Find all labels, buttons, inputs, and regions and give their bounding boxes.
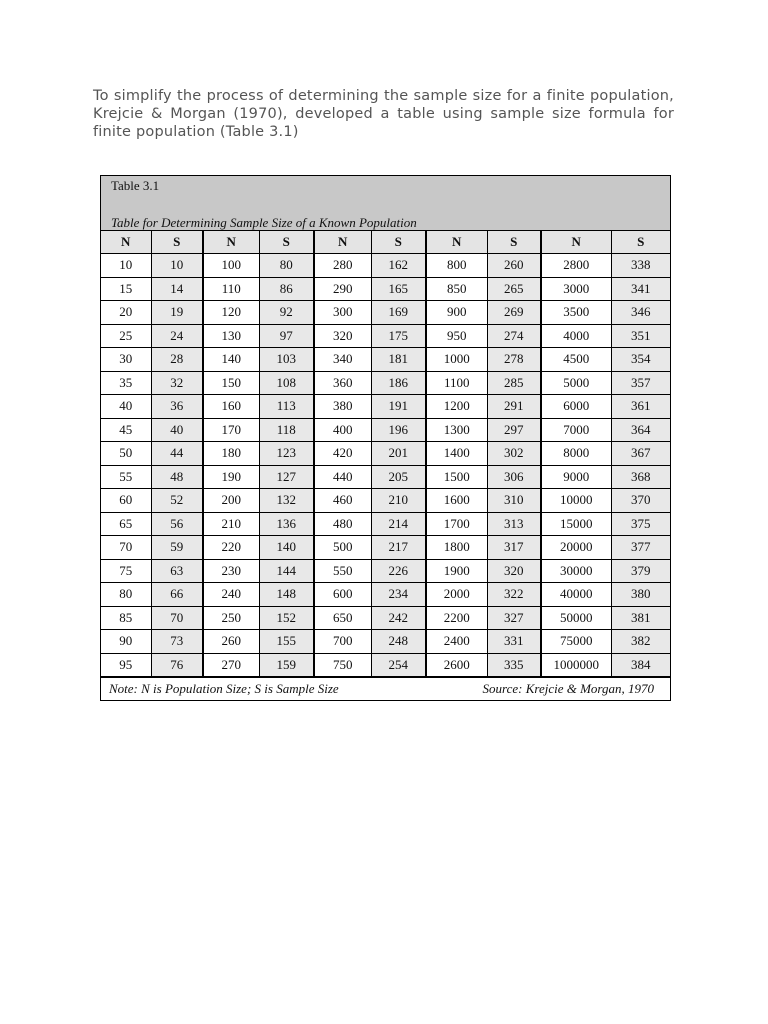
- population-cell: 20000: [541, 536, 611, 560]
- sample-cell: 159: [259, 653, 314, 677]
- table-row: [101, 653, 670, 677]
- population-cell: 160: [203, 395, 259, 419]
- population-cell: 3500: [541, 301, 611, 325]
- population-cell: 440: [314, 465, 371, 489]
- table-row: [101, 536, 670, 560]
- sample-cell: 196: [371, 418, 426, 442]
- sample-cell: 274: [487, 324, 541, 348]
- sample-cell: 52: [151, 489, 203, 513]
- population-cell: 360: [314, 371, 371, 395]
- sample-cell: 269: [487, 301, 541, 325]
- sample-cell: 335: [487, 653, 541, 677]
- sample-cell: 48: [151, 465, 203, 489]
- population-cell: 1800: [426, 536, 487, 560]
- population-cell: 250: [203, 606, 259, 630]
- table-row: [101, 418, 670, 442]
- sample-cell: 351: [611, 324, 670, 348]
- sample-cell: 181: [371, 348, 426, 372]
- sample-cell: 367: [611, 442, 670, 466]
- population-cell: 210: [203, 512, 259, 536]
- population-cell: 380: [314, 395, 371, 419]
- population-cell: 70: [101, 536, 151, 560]
- sample-cell: 148: [259, 583, 314, 607]
- population-cell: 30: [101, 348, 151, 372]
- population-cell: 1600: [426, 489, 487, 513]
- population-cell: 7000: [541, 418, 611, 442]
- sample-cell: 136: [259, 512, 314, 536]
- sample-cell: 28: [151, 348, 203, 372]
- sample-cell: 338: [611, 254, 670, 278]
- sample-cell: 70: [151, 606, 203, 630]
- column-header: N: [541, 231, 611, 254]
- sample-cell: 346: [611, 301, 670, 325]
- population-cell: 130: [203, 324, 259, 348]
- population-cell: 1500: [426, 465, 487, 489]
- data-grid: [101, 231, 670, 677]
- population-cell: 8000: [541, 442, 611, 466]
- table-caption: [101, 176, 670, 231]
- table-row: [101, 512, 670, 536]
- population-cell: 2400: [426, 630, 487, 654]
- population-cell: 300: [314, 301, 371, 325]
- sample-cell: 32: [151, 371, 203, 395]
- sample-cell: 265: [487, 277, 541, 301]
- sample-cell: 226: [371, 559, 426, 583]
- population-cell: 40000: [541, 583, 611, 607]
- sample-cell: 375: [611, 512, 670, 536]
- column-header: S: [371, 231, 426, 254]
- sample-cell: 44: [151, 442, 203, 466]
- column-header: N: [203, 231, 259, 254]
- sample-cell: 214: [371, 512, 426, 536]
- sample-cell: 118: [259, 418, 314, 442]
- population-cell: 4000: [541, 324, 611, 348]
- sample-cell: 155: [259, 630, 314, 654]
- sample-cell: 297: [487, 418, 541, 442]
- population-cell: 1000: [426, 348, 487, 372]
- sample-cell: 210: [371, 489, 426, 513]
- sample-cell: 97: [259, 324, 314, 348]
- population-cell: 4500: [541, 348, 611, 372]
- population-cell: 1300: [426, 418, 487, 442]
- population-cell: 110: [203, 277, 259, 301]
- population-cell: 2600: [426, 653, 487, 677]
- population-cell: 190: [203, 465, 259, 489]
- sample-cell: 260: [487, 254, 541, 278]
- sample-cell: 341: [611, 277, 670, 301]
- population-cell: 150: [203, 371, 259, 395]
- sample-cell: 217: [371, 536, 426, 560]
- sample-cell: 127: [259, 465, 314, 489]
- sample-cell: 80: [259, 254, 314, 278]
- population-cell: 230: [203, 559, 259, 583]
- population-cell: 420: [314, 442, 371, 466]
- population-cell: 60: [101, 489, 151, 513]
- population-cell: 900: [426, 301, 487, 325]
- population-cell: 2000: [426, 583, 487, 607]
- population-cell: 200: [203, 489, 259, 513]
- table-row: [101, 301, 670, 325]
- population-cell: 2800: [541, 254, 611, 278]
- sample-cell: 331: [487, 630, 541, 654]
- sample-cell: 302: [487, 442, 541, 466]
- population-cell: 95: [101, 653, 151, 677]
- column-header: S: [259, 231, 314, 254]
- sample-cell: 364: [611, 418, 670, 442]
- population-cell: 950: [426, 324, 487, 348]
- sample-cell: 103: [259, 348, 314, 372]
- sample-cell: 59: [151, 536, 203, 560]
- table-row: [101, 583, 670, 607]
- population-cell: 20: [101, 301, 151, 325]
- table-row: [101, 324, 670, 348]
- sample-cell: 377: [611, 536, 670, 560]
- sample-cell: 320: [487, 559, 541, 583]
- table-row: [101, 606, 670, 630]
- column-header: N: [314, 231, 371, 254]
- table-note: Note: N is Population Size; S is Sample Size: [109, 681, 339, 696]
- sample-cell: 384: [611, 653, 670, 677]
- column-header: S: [151, 231, 203, 254]
- sample-cell: 248: [371, 630, 426, 654]
- population-cell: 1900: [426, 559, 487, 583]
- population-cell: 9000: [541, 465, 611, 489]
- table-source: Source: Krejcie & Morgan, 1970: [482, 681, 654, 696]
- population-cell: 180: [203, 442, 259, 466]
- sample-cell: 36: [151, 395, 203, 419]
- sample-cell: 92: [259, 301, 314, 325]
- population-cell: 280: [314, 254, 371, 278]
- population-cell: 340: [314, 348, 371, 372]
- population-cell: 400: [314, 418, 371, 442]
- population-cell: 55: [101, 465, 151, 489]
- table-label: Table 3.1: [111, 178, 160, 193]
- column-header: S: [487, 231, 541, 254]
- sample-cell: 191: [371, 395, 426, 419]
- sample-cell: 19: [151, 301, 203, 325]
- population-cell: 75: [101, 559, 151, 583]
- population-cell: 240: [203, 583, 259, 607]
- population-cell: 750: [314, 653, 371, 677]
- table-row: [101, 630, 670, 654]
- table-footer: [101, 677, 670, 700]
- sample-cell: 306: [487, 465, 541, 489]
- column-header: N: [426, 231, 487, 254]
- sample-cell: 278: [487, 348, 541, 372]
- sample-cell: 24: [151, 324, 203, 348]
- sample-cell: 354: [611, 348, 670, 372]
- population-cell: 45: [101, 418, 151, 442]
- population-cell: 10: [101, 254, 151, 278]
- population-cell: 5000: [541, 371, 611, 395]
- sample-cell: 322: [487, 583, 541, 607]
- sample-cell: 361: [611, 395, 670, 419]
- population-cell: 650: [314, 606, 371, 630]
- population-cell: 35: [101, 371, 151, 395]
- population-cell: 50: [101, 442, 151, 466]
- table-row: [101, 442, 670, 466]
- sample-cell: 123: [259, 442, 314, 466]
- sample-cell: 144: [259, 559, 314, 583]
- sample-cell: 382: [611, 630, 670, 654]
- population-cell: 3000: [541, 277, 611, 301]
- population-cell: 500: [314, 536, 371, 560]
- table-row: [101, 254, 670, 278]
- population-cell: 6000: [541, 395, 611, 419]
- population-cell: 800: [426, 254, 487, 278]
- sample-cell: 66: [151, 583, 203, 607]
- population-cell: 480: [314, 512, 371, 536]
- sample-cell: 242: [371, 606, 426, 630]
- sample-cell: 317: [487, 536, 541, 560]
- sample-cell: 132: [259, 489, 314, 513]
- population-cell: 220: [203, 536, 259, 560]
- table-body: [101, 254, 670, 677]
- population-cell: 75000: [541, 630, 611, 654]
- table-row: [101, 395, 670, 419]
- population-cell: 1000000: [541, 653, 611, 677]
- sample-cell: 86: [259, 277, 314, 301]
- sample-cell: 162: [371, 254, 426, 278]
- column-header: S: [611, 231, 670, 254]
- sample-cell: 186: [371, 371, 426, 395]
- sample-cell: 381: [611, 606, 670, 630]
- population-cell: 65: [101, 512, 151, 536]
- population-cell: 15000: [541, 512, 611, 536]
- population-cell: 600: [314, 583, 371, 607]
- population-cell: 50000: [541, 606, 611, 630]
- sample-cell: 327: [487, 606, 541, 630]
- population-cell: 10000: [541, 489, 611, 513]
- population-cell: 290: [314, 277, 371, 301]
- sample-cell: 175: [371, 324, 426, 348]
- population-cell: 140: [203, 348, 259, 372]
- sample-cell: 63: [151, 559, 203, 583]
- population-cell: 2200: [426, 606, 487, 630]
- population-cell: 25: [101, 324, 151, 348]
- sample-cell: 313: [487, 512, 541, 536]
- population-cell: 850: [426, 277, 487, 301]
- sample-cell: 140: [259, 536, 314, 560]
- population-cell: 260: [203, 630, 259, 654]
- sample-cell: 357: [611, 371, 670, 395]
- population-cell: 460: [314, 489, 371, 513]
- sample-cell: 205: [371, 465, 426, 489]
- population-cell: 700: [314, 630, 371, 654]
- population-cell: 270: [203, 653, 259, 677]
- table-row: [101, 277, 670, 301]
- sample-cell: 291: [487, 395, 541, 419]
- population-cell: 90: [101, 630, 151, 654]
- sample-cell: 254: [371, 653, 426, 677]
- sample-cell: 40: [151, 418, 203, 442]
- population-cell: 1700: [426, 512, 487, 536]
- population-cell: 1100: [426, 371, 487, 395]
- sample-cell: 201: [371, 442, 426, 466]
- population-cell: 30000: [541, 559, 611, 583]
- table-row: [101, 371, 670, 395]
- sample-cell: 113: [259, 395, 314, 419]
- table-row: [101, 465, 670, 489]
- population-cell: 15: [101, 277, 151, 301]
- table-header-row: [101, 231, 670, 254]
- population-cell: 40: [101, 395, 151, 419]
- population-cell: 120: [203, 301, 259, 325]
- sample-cell: 73: [151, 630, 203, 654]
- population-cell: 85: [101, 606, 151, 630]
- sample-cell: 380: [611, 583, 670, 607]
- population-cell: 1400: [426, 442, 487, 466]
- population-cell: 550: [314, 559, 371, 583]
- population-cell: 100: [203, 254, 259, 278]
- sample-cell: 310: [487, 489, 541, 513]
- table-row: [101, 348, 670, 372]
- sample-cell: 285: [487, 371, 541, 395]
- table-row: [101, 489, 670, 513]
- population-cell: 320: [314, 324, 371, 348]
- sample-cell: 152: [259, 606, 314, 630]
- sample-size-table: [100, 175, 671, 701]
- sample-cell: 76: [151, 653, 203, 677]
- sample-cell: 108: [259, 371, 314, 395]
- sample-cell: 379: [611, 559, 670, 583]
- column-header: N: [101, 231, 151, 254]
- population-cell: 170: [203, 418, 259, 442]
- sample-cell: 368: [611, 465, 670, 489]
- sample-cell: 10: [151, 254, 203, 278]
- sample-cell: 165: [371, 277, 426, 301]
- intro-paragraph: To simplify the process of determining the sample size for a finite population, Krejcie & Morgan (1970), developed a table using sample size formula for finite population (Table 3.1): [93, 88, 674, 140]
- sample-cell: 370: [611, 489, 670, 513]
- table-title: Table for Determining Sample Size of a Known Population: [111, 215, 417, 230]
- sample-cell: 56: [151, 512, 203, 536]
- table-row: [101, 559, 670, 583]
- sample-cell: 169: [371, 301, 426, 325]
- population-cell: 1200: [426, 395, 487, 419]
- sample-cell: 14: [151, 277, 203, 301]
- sample-cell: 234: [371, 583, 426, 607]
- population-cell: 80: [101, 583, 151, 607]
